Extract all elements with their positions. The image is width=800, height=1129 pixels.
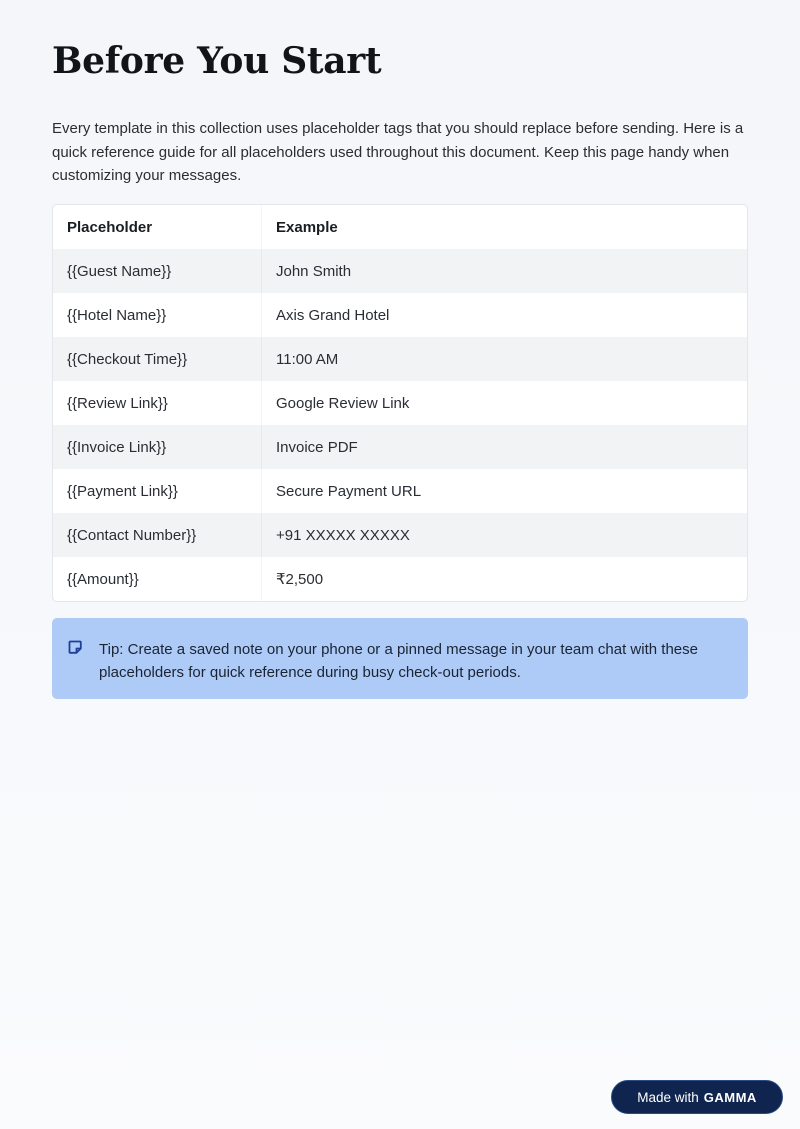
column-header-placeholder: Placeholder <box>53 205 262 249</box>
tip-callout <box>52 618 748 699</box>
table-row <box>53 513 747 557</box>
table-row <box>53 337 747 381</box>
table-row <box>53 249 747 293</box>
note-icon <box>68 640 82 654</box>
example-cell: Google Review Link <box>276 394 410 412</box>
example-cell: ₹2,500 <box>276 571 324 588</box>
table-row <box>53 293 747 337</box>
placeholder-table <box>52 204 748 602</box>
placeholder-cell: {{Hotel Name}} <box>53 293 262 337</box>
table-row <box>53 425 747 469</box>
table-row <box>53 557 747 601</box>
gamma-logo: GAMMA <box>703 1089 757 1105</box>
made-with-gamma-badge[interactable] <box>611 1080 783 1114</box>
column-header-example: Example <box>276 218 338 236</box>
page-title: Before You Start <box>52 40 382 82</box>
example-cell: Secure Payment URL <box>276 482 422 500</box>
placeholder-cell: {{Checkout Time}} <box>53 337 262 381</box>
example-cell: Invoice PDF <box>276 438 358 456</box>
placeholder-cell: {{Review Link}} <box>53 381 262 425</box>
placeholder-cell: {{Contact Number}} <box>53 513 262 557</box>
table-row <box>53 469 747 513</box>
example-cell: Axis Grand Hotel <box>276 306 390 324</box>
badge-prefix: Made with <box>637 1089 699 1105</box>
placeholder-cell: {{Payment Link}} <box>53 469 262 513</box>
intro-paragraph: Every template in this collection uses placeholder tags that you should replace before sending. Here is a quick reference guide for all placeholders used throughout this document. Keep this page handy when customizing your messages. <box>52 120 744 184</box>
example-cell: John Smith <box>276 262 352 280</box>
example-cell: 11:00 AM <box>276 350 339 368</box>
tip-text: Tip: Create a saved note on your phone or a pinned message in your team chat with these placeholders for quick reference during busy check-out periods. <box>99 641 698 681</box>
table-row <box>53 381 747 425</box>
example-cell: +91 XXXXX XXXXX <box>276 526 410 544</box>
placeholder-cell: {{Invoice Link}} <box>53 425 262 469</box>
table-header-row <box>53 205 747 249</box>
placeholder-cell: {{Amount}} <box>53 557 262 601</box>
placeholder-cell: {{Guest Name}} <box>53 249 262 293</box>
